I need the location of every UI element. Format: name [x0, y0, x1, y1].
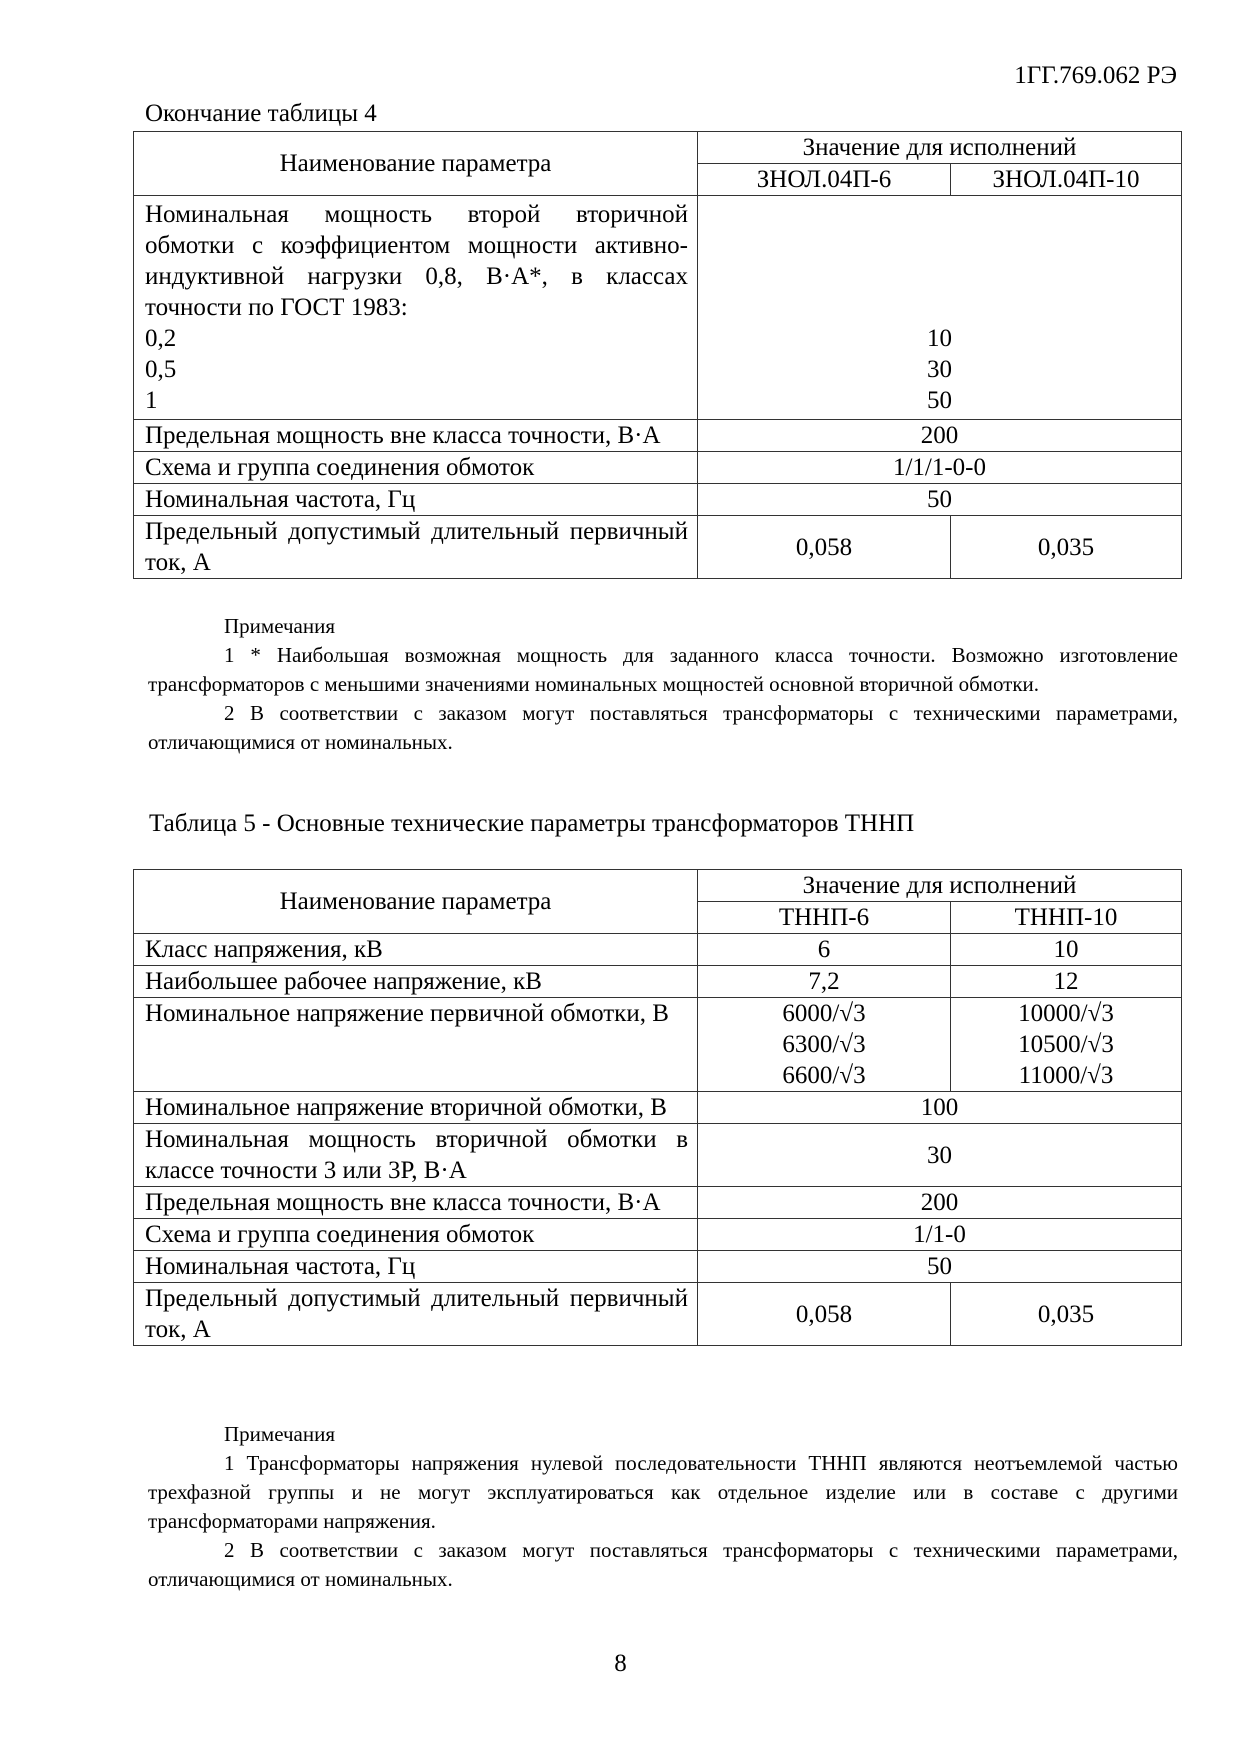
cell-value: 0,035: [951, 1283, 1182, 1346]
table5-header-col2: ТННП-10: [951, 902, 1182, 934]
table5-header-param: Наименование параметра: [134, 870, 698, 934]
row-label: Номинальная частота, Гц: [134, 484, 698, 516]
table-row: [134, 1251, 1182, 1283]
note-item: 2 В соответствии с заказом могут поставляться трансформаторы с техническими параметрами, отличающимися от номинальных.: [148, 701, 1178, 754]
row-label: Предельный допустимый длительный первичный ток, А: [134, 1283, 698, 1346]
table-row: [134, 420, 1182, 452]
row-label: Номинальная мощность второй вторичной обмотки с коэффициентом мощности активно-индуктивной нагрузки 0,8, В·А*, в классах точности по ГОСТ 1983:: [145, 201, 688, 321]
accuracy-class: 1: [145, 387, 158, 414]
cell-value: 10500/√3: [1018, 1031, 1114, 1058]
cell-value: 0,058: [698, 1283, 951, 1346]
cell-value: 12: [951, 966, 1182, 998]
row-label: Класс напряжения, кВ: [134, 934, 698, 966]
cell-value: 30: [698, 1124, 1182, 1187]
row-label: Наибольшее рабочее напряжение, кВ: [134, 966, 698, 998]
table-row: [134, 484, 1182, 516]
table4-header-param: Наименование параметра: [134, 132, 698, 196]
cell-value: 10000/√3: [1018, 1000, 1114, 1027]
cell-value: 6: [698, 934, 951, 966]
cell-value: 100: [698, 1092, 1182, 1124]
row-label: Номинальная мощность вторичной обмотки в классе точности 3 или 3Р, В·А: [134, 1124, 698, 1187]
cell-value: 10: [951, 934, 1182, 966]
document-number: 1ГГ.769.062 РЭ: [1014, 62, 1177, 89]
table5-notes: [148, 1420, 1178, 1594]
cell-value: 7,2: [698, 966, 951, 998]
page-number: 8: [614, 1650, 627, 1677]
table-row: [134, 452, 1182, 484]
row-label: Предельная мощность вне класса точности, В·А: [134, 1187, 698, 1219]
row-label: Номинальное напряжение первичной обмотки, В: [134, 998, 698, 1092]
cell-value: 0,058: [698, 516, 951, 579]
table-row: [134, 934, 1182, 966]
row-label: Номинальная частота, Гц: [134, 1251, 698, 1283]
accuracy-class: 0,2: [145, 325, 177, 352]
table5-caption: Таблица 5 - Основные технические параметры трансформаторов ТННП: [149, 810, 915, 837]
table-row: [134, 966, 1182, 998]
table5-header-group: Значение для исполнений: [698, 870, 1182, 902]
cell-value: 50: [698, 484, 1182, 516]
cell-value: 10: [927, 325, 952, 352]
row-label: Схема и группа соединения обмоток: [134, 452, 698, 484]
table-row: [134, 1219, 1182, 1251]
cell-value: 1/1-0: [698, 1219, 1182, 1251]
table4-caption: Окончание таблицы 4: [145, 100, 377, 127]
cell-value: 50: [698, 1251, 1182, 1283]
table5: [133, 869, 1182, 1346]
table5-header-col1: ТННП-6: [698, 902, 951, 934]
table4: [133, 131, 1182, 579]
row-label: Предельная мощность вне класса точности, В·А: [134, 420, 698, 452]
table-row: [134, 1092, 1182, 1124]
cell-value: 200: [698, 1187, 1182, 1219]
table4-header-col1: ЗНОЛ.04П-6: [698, 164, 951, 196]
table-row: [134, 516, 1182, 579]
cell-value: 6000/√3: [782, 1000, 866, 1027]
row-label: Номинальное напряжение вторичной обмотки, В: [134, 1092, 698, 1124]
note-item: 2 В соответствии с заказом могут поставляться трансформаторы с техническими параметрами, отличающимися от номинальных.: [148, 1538, 1178, 1591]
note-item: 1 * Наибольшая возможная мощность для заданного класса точности. Возможно изготовление трансформаторов с меньшими значениями номинальных мощностей основной вторичной обмотки.: [148, 643, 1178, 696]
cell-value: 1/1/1-0-0: [698, 452, 1182, 484]
table-row: [134, 196, 1182, 420]
row-label: Предельный допустимый длительный первичный ток, А: [134, 516, 698, 579]
cell-value: 30: [927, 356, 952, 383]
table-row: [134, 1187, 1182, 1219]
cell-value: 50: [927, 387, 952, 414]
table4-header-group: Значение для исполнений: [698, 132, 1182, 164]
table-row: [134, 1283, 1182, 1346]
row-label: Схема и группа соединения обмоток: [134, 1219, 698, 1251]
table-row: [134, 1124, 1182, 1187]
cell-value: 200: [698, 420, 1182, 452]
table4-notes: [148, 612, 1178, 757]
notes-title: Примечания: [224, 1422, 336, 1446]
accuracy-class: 0,5: [145, 356, 177, 383]
cell-value: 11000/√3: [1018, 1062, 1114, 1089]
cell-value: 0,035: [951, 516, 1182, 579]
cell-value: 6300/√3: [782, 1031, 866, 1058]
cell-value: 6600/√3: [782, 1062, 866, 1089]
notes-title: Примечания: [224, 614, 336, 638]
table4-header-col2: ЗНОЛ.04П-10: [951, 164, 1182, 196]
note-item: 1 Трансформаторы напряжения нулевой последовательности ТННП являются неотъемлемой частью трехфазной группы и не могут эксплуатироваться как отдельное изделие или в составе с другими трансформаторами напряжения.: [148, 1451, 1178, 1533]
table-row: [134, 998, 1182, 1092]
